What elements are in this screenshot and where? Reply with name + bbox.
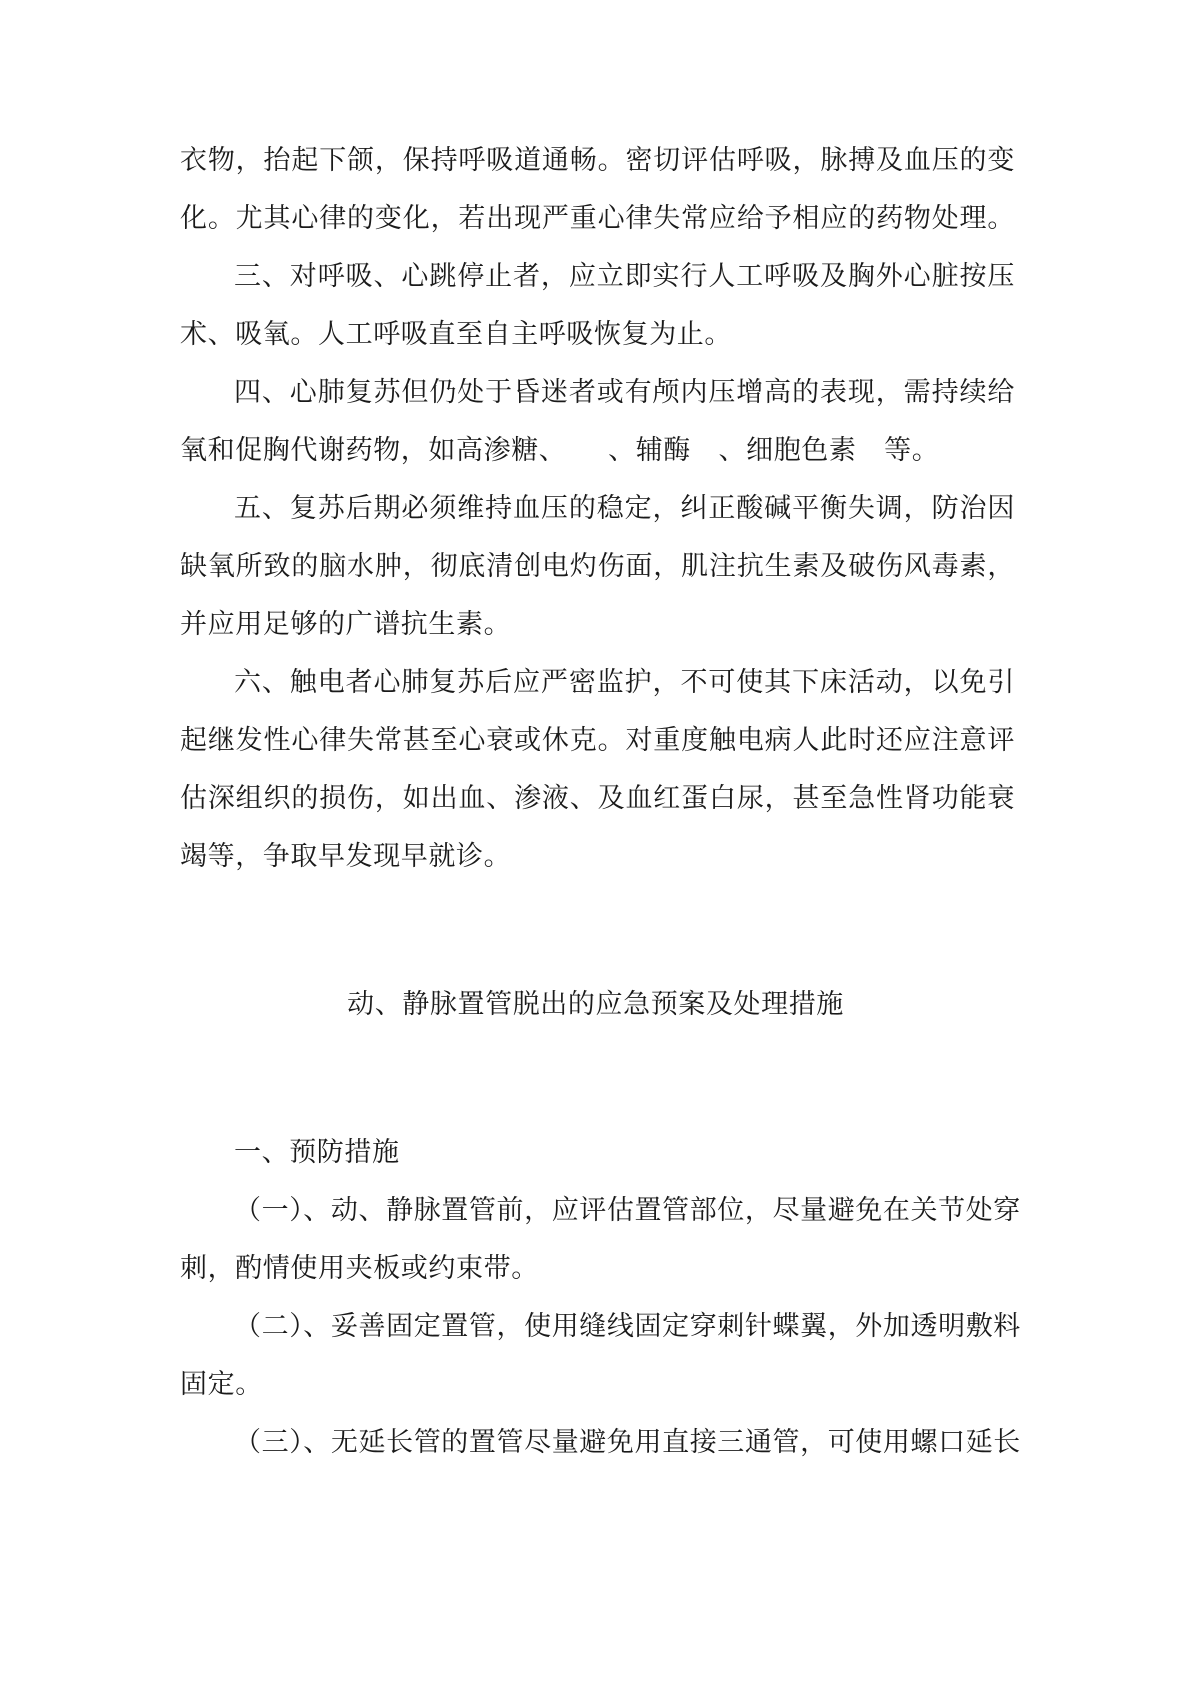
text-line: 竭等，争取早发现早就诊。 bbox=[180, 841, 512, 872]
text-line: 并应用足够的广谱抗生素。 bbox=[180, 609, 512, 640]
paragraph-6-start: 六、触电者心肺复苏后应严密监护，不可使其下床活动，以免引 bbox=[234, 667, 1015, 698]
paragraph-item-3-start: （三）、无延长管的置管尽量避免用直接三通管，可使用螺口延长 bbox=[234, 1427, 1021, 1458]
text-line: 固定。 bbox=[180, 1369, 263, 1400]
paragraph-3-start: 三、对呼吸、心跳停止者，应立即实行人工呼吸及胸外心脏按压 bbox=[234, 261, 1015, 292]
text-line: 氧和促胸代谢药物，如高渗糖、 、辅酶 、细胞色素 等。 bbox=[180, 435, 940, 466]
paragraph-item-2-start: （二）、妥善固定置管，使用缝线固定穿刺针蝶翼，外加透明敷料 bbox=[234, 1311, 1021, 1342]
text-line: 刺，酌情使用夹板或约束带。 bbox=[180, 1253, 539, 1284]
text-line: 术、吸氧。人工呼吸直至自主呼吸恢复为止。 bbox=[180, 319, 732, 350]
paragraph-item-1-start: （一）、动、静脉置管前，应评估置管部位，尽量避免在关节处穿 bbox=[234, 1195, 1021, 1226]
text-line: 估深组织的损伤，如出血、渗液、及血红蛋白尿，甚至急性肾功能衰 bbox=[180, 783, 1015, 814]
section-heading: 一、预防措施 bbox=[234, 1137, 400, 1168]
paragraph-5-start: 五、复苏后期必须维持血压的稳定，纠正酸碱平衡失调，防治因 bbox=[234, 493, 1015, 524]
text-line: 衣物，抬起下颌，保持呼吸道通畅。密切评估呼吸，脉搏及血压的变 bbox=[180, 145, 1015, 176]
paragraph-4-start: 四、心肺复苏但仍处于昏迷者或有颅内压增高的表现，需持续给 bbox=[234, 377, 1015, 408]
section-title: 动、静脉置管脱出的应急预案及处理措施 bbox=[347, 989, 844, 1020]
text-line: 缺氧所致的脑水肿，彻底清创电灼伤面，肌注抗生素及破伤风毒素， bbox=[180, 551, 1015, 582]
text-line: 化。尤其心律的变化，若出现严重心律失常应给予相应的药物处理。 bbox=[180, 203, 1015, 234]
text-line: 起继发性心律失常甚至心衰或休克。对重度触电病人此时还应注意评 bbox=[180, 725, 1015, 756]
